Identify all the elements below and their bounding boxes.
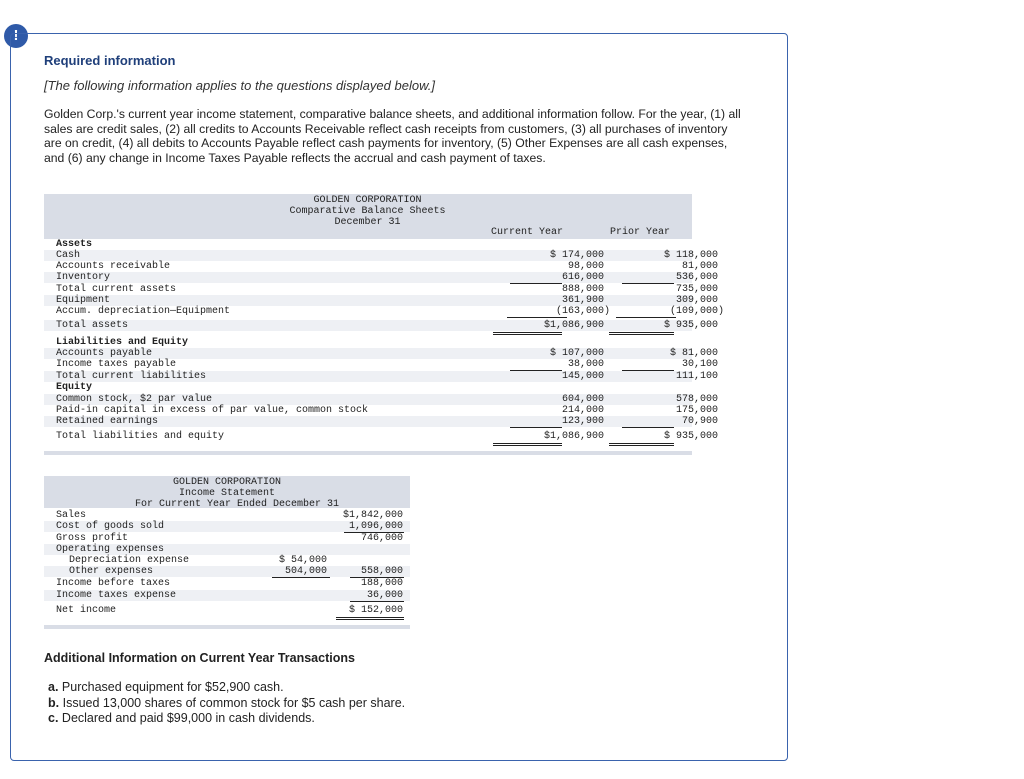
bs-prior: 735,000 bbox=[675, 284, 718, 295]
bs-row-itp bbox=[44, 359, 718, 370]
bs-current: $1,086,900 bbox=[543, 431, 604, 442]
bs-prior: 309,000 bbox=[675, 295, 718, 306]
underline bbox=[510, 427, 562, 428]
bs-col-current: Current Year bbox=[491, 227, 564, 238]
bs-label: Total liabilities and equity bbox=[56, 431, 225, 442]
bs-current: $ 107,000 bbox=[549, 348, 604, 359]
list-item bbox=[48, 680, 405, 696]
bs-row-ar bbox=[44, 261, 718, 272]
bs-label: Total current liabilities bbox=[56, 371, 207, 382]
balance-sheet-footer bbox=[44, 451, 692, 455]
bs-label: Paid-in capital in excess of par value, common stock bbox=[56, 405, 369, 416]
bs-date: December 31 bbox=[334, 217, 401, 228]
double-underline bbox=[336, 617, 404, 620]
bs-prior: $ 935,000 bbox=[663, 431, 718, 442]
underline bbox=[350, 601, 404, 602]
bs-current: (163,000) bbox=[555, 306, 610, 317]
bs-current: 38,000 bbox=[567, 359, 604, 370]
bs-label: Common stock, $2 par value bbox=[56, 394, 213, 405]
is-label: Depreciation expense bbox=[69, 555, 190, 566]
bs-row-ap bbox=[44, 348, 718, 359]
underline bbox=[622, 427, 674, 428]
bs-row-cash bbox=[44, 250, 718, 261]
bs-label: Total assets bbox=[56, 320, 129, 331]
underline bbox=[616, 317, 676, 318]
double-underline bbox=[493, 332, 562, 335]
item-text: Purchased equipment for $52,900 cash. bbox=[61, 680, 284, 694]
is-row-net-income bbox=[44, 605, 410, 616]
bs-label: Equipment bbox=[56, 295, 111, 306]
bs-prior: 536,000 bbox=[675, 272, 718, 283]
item-letter: a. bbox=[48, 680, 59, 694]
bs-prior: $ 81,000 bbox=[669, 348, 718, 359]
double-underline bbox=[493, 443, 562, 446]
bs-current: 888,000 bbox=[561, 284, 604, 295]
bs-label: Assets bbox=[56, 239, 93, 250]
bs-row-equipment bbox=[44, 295, 718, 306]
bs-company: GOLDEN CORPORATION bbox=[313, 195, 422, 206]
is-inner: 504,000 bbox=[284, 566, 327, 577]
is-company: GOLDEN CORPORATION bbox=[172, 477, 282, 488]
bs-label: Retained earnings bbox=[56, 416, 159, 427]
bs-row-total-liab-equity bbox=[44, 431, 718, 442]
bs-col-prior: Prior Year bbox=[610, 227, 671, 238]
intro-note: [The following information applies to the questions displayed below.] bbox=[44, 78, 435, 93]
is-outer: 36,000 bbox=[366, 590, 403, 601]
item-text: Declared and paid $99,000 in cash dividends. bbox=[61, 711, 315, 725]
is-row-gross-profit bbox=[44, 533, 410, 544]
required-info-title: Required information bbox=[44, 53, 176, 68]
is-label: Income before taxes bbox=[56, 578, 171, 589]
item-letter: b. bbox=[48, 695, 60, 710]
bs-current: 616,000 bbox=[561, 272, 604, 283]
bs-row-total-current-liab bbox=[44, 371, 718, 382]
bs-row-retained-earnings bbox=[44, 416, 718, 427]
is-row-tax-expense bbox=[44, 590, 410, 601]
bs-label: Inventory bbox=[56, 272, 111, 283]
bs-prior: 175,000 bbox=[675, 405, 718, 416]
is-title: Income Statement bbox=[178, 488, 275, 499]
bs-label: Accounts receivable bbox=[56, 261, 171, 272]
is-outer: 746,000 bbox=[360, 533, 403, 544]
bs-label: Total current assets bbox=[56, 284, 177, 295]
bs-prior: 81,000 bbox=[681, 261, 718, 272]
is-label: Gross profit bbox=[56, 533, 129, 544]
bs-current: 361,900 bbox=[561, 295, 604, 306]
is-label: Net income bbox=[56, 605, 117, 616]
is-period: For Current Year Ended December 31 bbox=[134, 499, 340, 510]
bs-current: 98,000 bbox=[567, 261, 604, 272]
bs-current: $ 174,000 bbox=[549, 250, 604, 261]
is-label: Operating expenses bbox=[56, 544, 165, 555]
bs-row-inventory bbox=[44, 272, 718, 283]
is-outer: 1,096,000 bbox=[348, 521, 403, 532]
bs-row-liab-equity-header bbox=[44, 337, 692, 348]
bs-prior: 111,100 bbox=[675, 371, 718, 382]
bs-label: Income taxes payable bbox=[56, 359, 177, 370]
bs-current: 604,000 bbox=[561, 394, 604, 405]
is-row-income-before-taxes bbox=[44, 578, 410, 589]
bs-row-equity-header bbox=[44, 382, 692, 393]
bs-current: 123,900 bbox=[561, 416, 604, 427]
bs-label: Equity bbox=[56, 382, 93, 393]
bs-row-accum-depr bbox=[44, 306, 724, 317]
item-letter: c. bbox=[48, 711, 59, 725]
is-label: Income taxes expense bbox=[56, 590, 177, 601]
is-row-cogs bbox=[44, 521, 410, 532]
bs-row-total-assets bbox=[44, 320, 718, 331]
income-statement-footer bbox=[44, 625, 410, 629]
bs-prior: $ 118,000 bbox=[663, 250, 718, 261]
problem-description: Golden Corp.'s current year income statement, comparative balance sheets, and additional information follow. For the year, (1) all sales are credit sales, (2) all credits to Accounts Receivable reflect cash receipts from customers, (3) all purchases of inventory are on credit, (4) all debits to Accounts Payable reflect cash payments for inventory, (5) Other Expenses are all cash expenses, and (6) any change in Income Taxes Payable reflects the accrual and cash payment of taxes. bbox=[44, 107, 741, 165]
bs-row-common-stock bbox=[44, 394, 718, 405]
is-outer: $1,842,000 bbox=[342, 510, 403, 521]
additional-info-title: Additional Information on Current Year Transactions bbox=[44, 651, 355, 665]
bs-prior: 30,100 bbox=[681, 359, 718, 370]
double-underline bbox=[609, 443, 674, 446]
bs-label: Cash bbox=[56, 250, 81, 261]
bs-title: Comparative Balance Sheets bbox=[289, 206, 446, 217]
is-row-opex bbox=[44, 544, 410, 555]
is-outer: 558,000 bbox=[360, 566, 403, 577]
bs-prior: 70,900 bbox=[681, 416, 718, 427]
underline bbox=[507, 317, 567, 318]
is-label: Other expenses bbox=[69, 566, 154, 577]
bs-prior: 578,000 bbox=[675, 394, 718, 405]
bs-row-total-current-assets bbox=[44, 284, 718, 295]
alert-icon: ! bbox=[4, 24, 28, 48]
is-label: Cost of goods sold bbox=[56, 521, 165, 532]
bs-current: $1,086,900 bbox=[543, 320, 604, 331]
list-item bbox=[48, 696, 405, 712]
list-item bbox=[48, 711, 405, 727]
bs-current: 214,000 bbox=[561, 405, 604, 416]
is-row-other-expenses bbox=[44, 566, 410, 577]
is-inner: $ 54,000 bbox=[278, 555, 327, 566]
is-outer: $ 152,000 bbox=[348, 605, 403, 616]
is-outer: 188,000 bbox=[360, 578, 403, 589]
is-label: Sales bbox=[56, 510, 87, 521]
is-row-sales bbox=[44, 510, 410, 521]
additional-info-list bbox=[48, 680, 405, 727]
bs-row-apic bbox=[44, 405, 718, 416]
bs-row-assets bbox=[44, 239, 692, 250]
bs-current: 145,000 bbox=[561, 371, 604, 382]
item-text: Issued 13,000 shares of common stock for $5 cash per share. bbox=[62, 695, 406, 710]
is-row-depreciation bbox=[44, 555, 410, 566]
bs-label: Accounts payable bbox=[56, 348, 153, 359]
bs-label: Accum. depreciation—Equipment bbox=[56, 306, 231, 317]
bs-label: Liabilities and Equity bbox=[56, 337, 189, 348]
double-underline bbox=[609, 332, 674, 335]
bs-prior: $ 935,000 bbox=[663, 320, 718, 331]
bs-prior: (109,000) bbox=[669, 306, 724, 317]
